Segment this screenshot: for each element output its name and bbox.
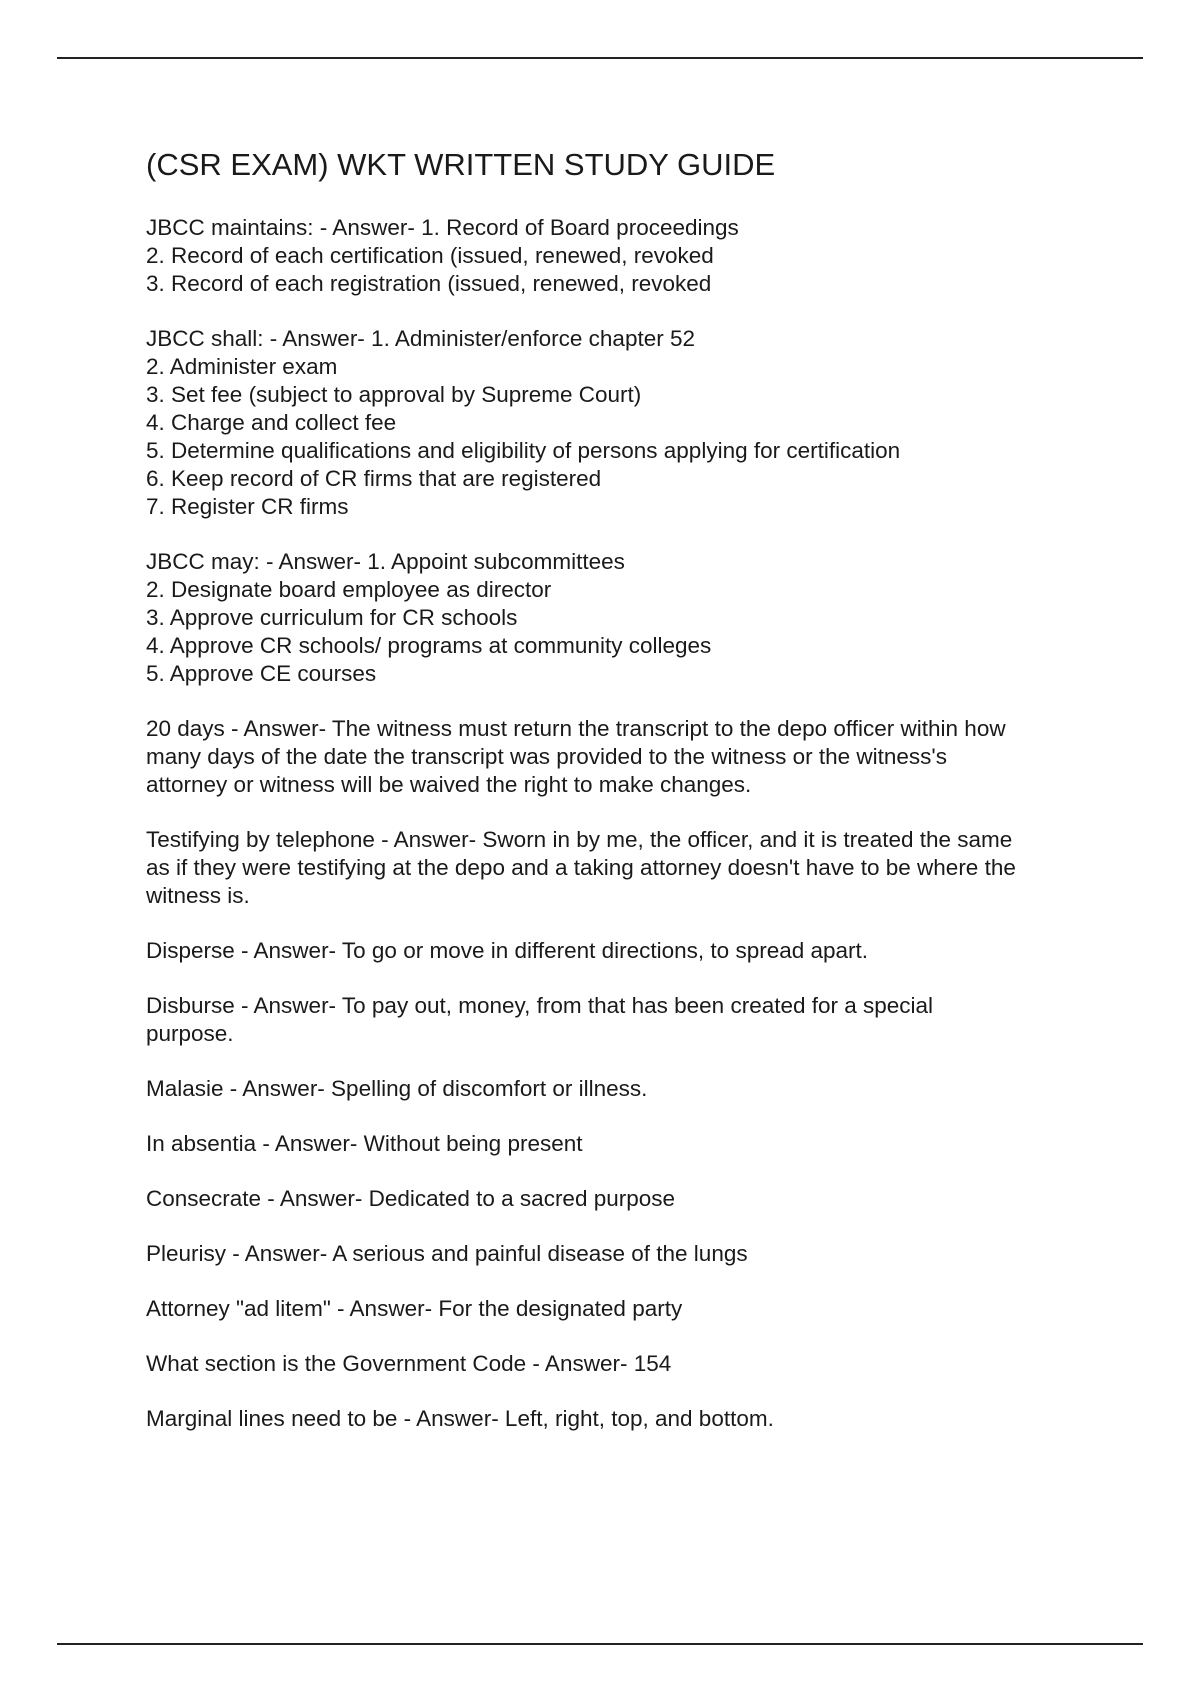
qa-entry-continuation-line: many days of the date the transcript was provided to the witness or the witness's <box>146 744 947 769</box>
qa-entry <box>146 548 1106 688</box>
qa-entry <box>146 325 1106 521</box>
qa-entry-question-line: JBCC shall: - Answer- 1. Administer/enforce chapter 52 <box>146 326 695 351</box>
qa-entry-continuation-line: 2. Administer exam <box>146 354 338 379</box>
qa-entry-question-line: Testifying by telephone - Answer- Sworn in by me, the officer, and it is treated the same <box>146 827 1013 852</box>
qa-entry-question-line: JBCC maintains: - Answer- 1. Record of Board proceedings <box>146 215 739 240</box>
qa-entry-question-line: What section is the Government Code - Answer- 154 <box>146 1351 672 1376</box>
qa-entry-question-line: JBCC may: - Answer- 1. Appoint subcommittees <box>146 549 625 574</box>
qa-entry <box>146 992 1106 1048</box>
qa-entry-continuation-line: 6. Keep record of CR firms that are registered <box>146 466 602 491</box>
document-body <box>146 144 1106 1460</box>
qa-entry-continuation-line: 5. Determine qualifications and eligibility of persons applying for certification <box>146 438 901 463</box>
qa-entry-continuation-line: witness is. <box>146 883 250 908</box>
qa-entry-continuation-line: attorney or witness will be waived the right to make changes. <box>146 772 752 797</box>
qa-entry-question-line: Marginal lines need to be - Answer- Left, right, top, and bottom. <box>146 1406 774 1431</box>
qa-entry <box>146 1405 1106 1433</box>
qa-entry-continuation-line: 2. Record of each certification (issued, renewed, revoked <box>146 243 714 268</box>
qa-entry <box>146 1295 1106 1323</box>
qa-entry-question-line: 20 days - Answer- The witness must return the transcript to the depo officer within how <box>146 716 1006 741</box>
document-title: (CSR EXAM) WKT WRITTEN STUDY GUIDE <box>146 147 776 182</box>
qa-entry-continuation-line: 5. Approve CE courses <box>146 661 377 686</box>
qa-entry-continuation-line: 3. Record of each registration (issued, renewed, revoked <box>146 271 712 296</box>
qa-entry-continuation-line: 3. Set fee (subject to approval by Supreme Court) <box>146 382 642 407</box>
qa-entry-question-line: Disburse - Answer- To pay out, money, from that has been created for a special <box>146 993 934 1018</box>
qa-entry-continuation-line: 4. Charge and collect fee <box>146 410 397 435</box>
qa-entry <box>146 1130 1106 1158</box>
qa-entry-question-line: Malasie - Answer- Spelling of discomfort or illness. <box>146 1076 648 1101</box>
qa-entry <box>146 715 1106 799</box>
qa-entry <box>146 214 1106 298</box>
qa-entry-question-line: Disperse - Answer- To go or move in different directions, to spread apart. <box>146 938 869 963</box>
qa-entry-question-line: Pleurisy - Answer- A serious and painful disease of the lungs <box>146 1241 748 1266</box>
qa-entries <box>146 214 1106 1433</box>
qa-entry <box>146 1185 1106 1213</box>
qa-entry-question-line: Attorney "ad litem" - Answer- For the designated party <box>146 1296 683 1321</box>
qa-entry-continuation-line: 3. Approve curriculum for CR schools <box>146 605 518 630</box>
footer-rule <box>57 1643 1143 1645</box>
qa-entry <box>146 1350 1106 1378</box>
header-rule <box>57 57 1143 59</box>
qa-entry-continuation-line: 2. Designate board employee as director <box>146 577 552 602</box>
qa-entry <box>146 1075 1106 1103</box>
qa-entry <box>146 826 1106 910</box>
qa-entry <box>146 937 1106 965</box>
qa-entry-continuation-line: 4. Approve CR schools/ programs at community colleges <box>146 633 712 658</box>
qa-entry-question-line: In absentia - Answer- Without being present <box>146 1131 583 1156</box>
qa-entry-continuation-line: 7. Register CR firms <box>146 494 349 519</box>
qa-entry <box>146 1240 1106 1268</box>
qa-entry-continuation-line: purpose. <box>146 1021 234 1046</box>
qa-entry-question-line: Consecrate - Answer- Dedicated to a sacred purpose <box>146 1186 676 1211</box>
qa-entry-continuation-line: as if they were testifying at the depo and a taking attorney doesn't have to be where the <box>146 855 1016 880</box>
